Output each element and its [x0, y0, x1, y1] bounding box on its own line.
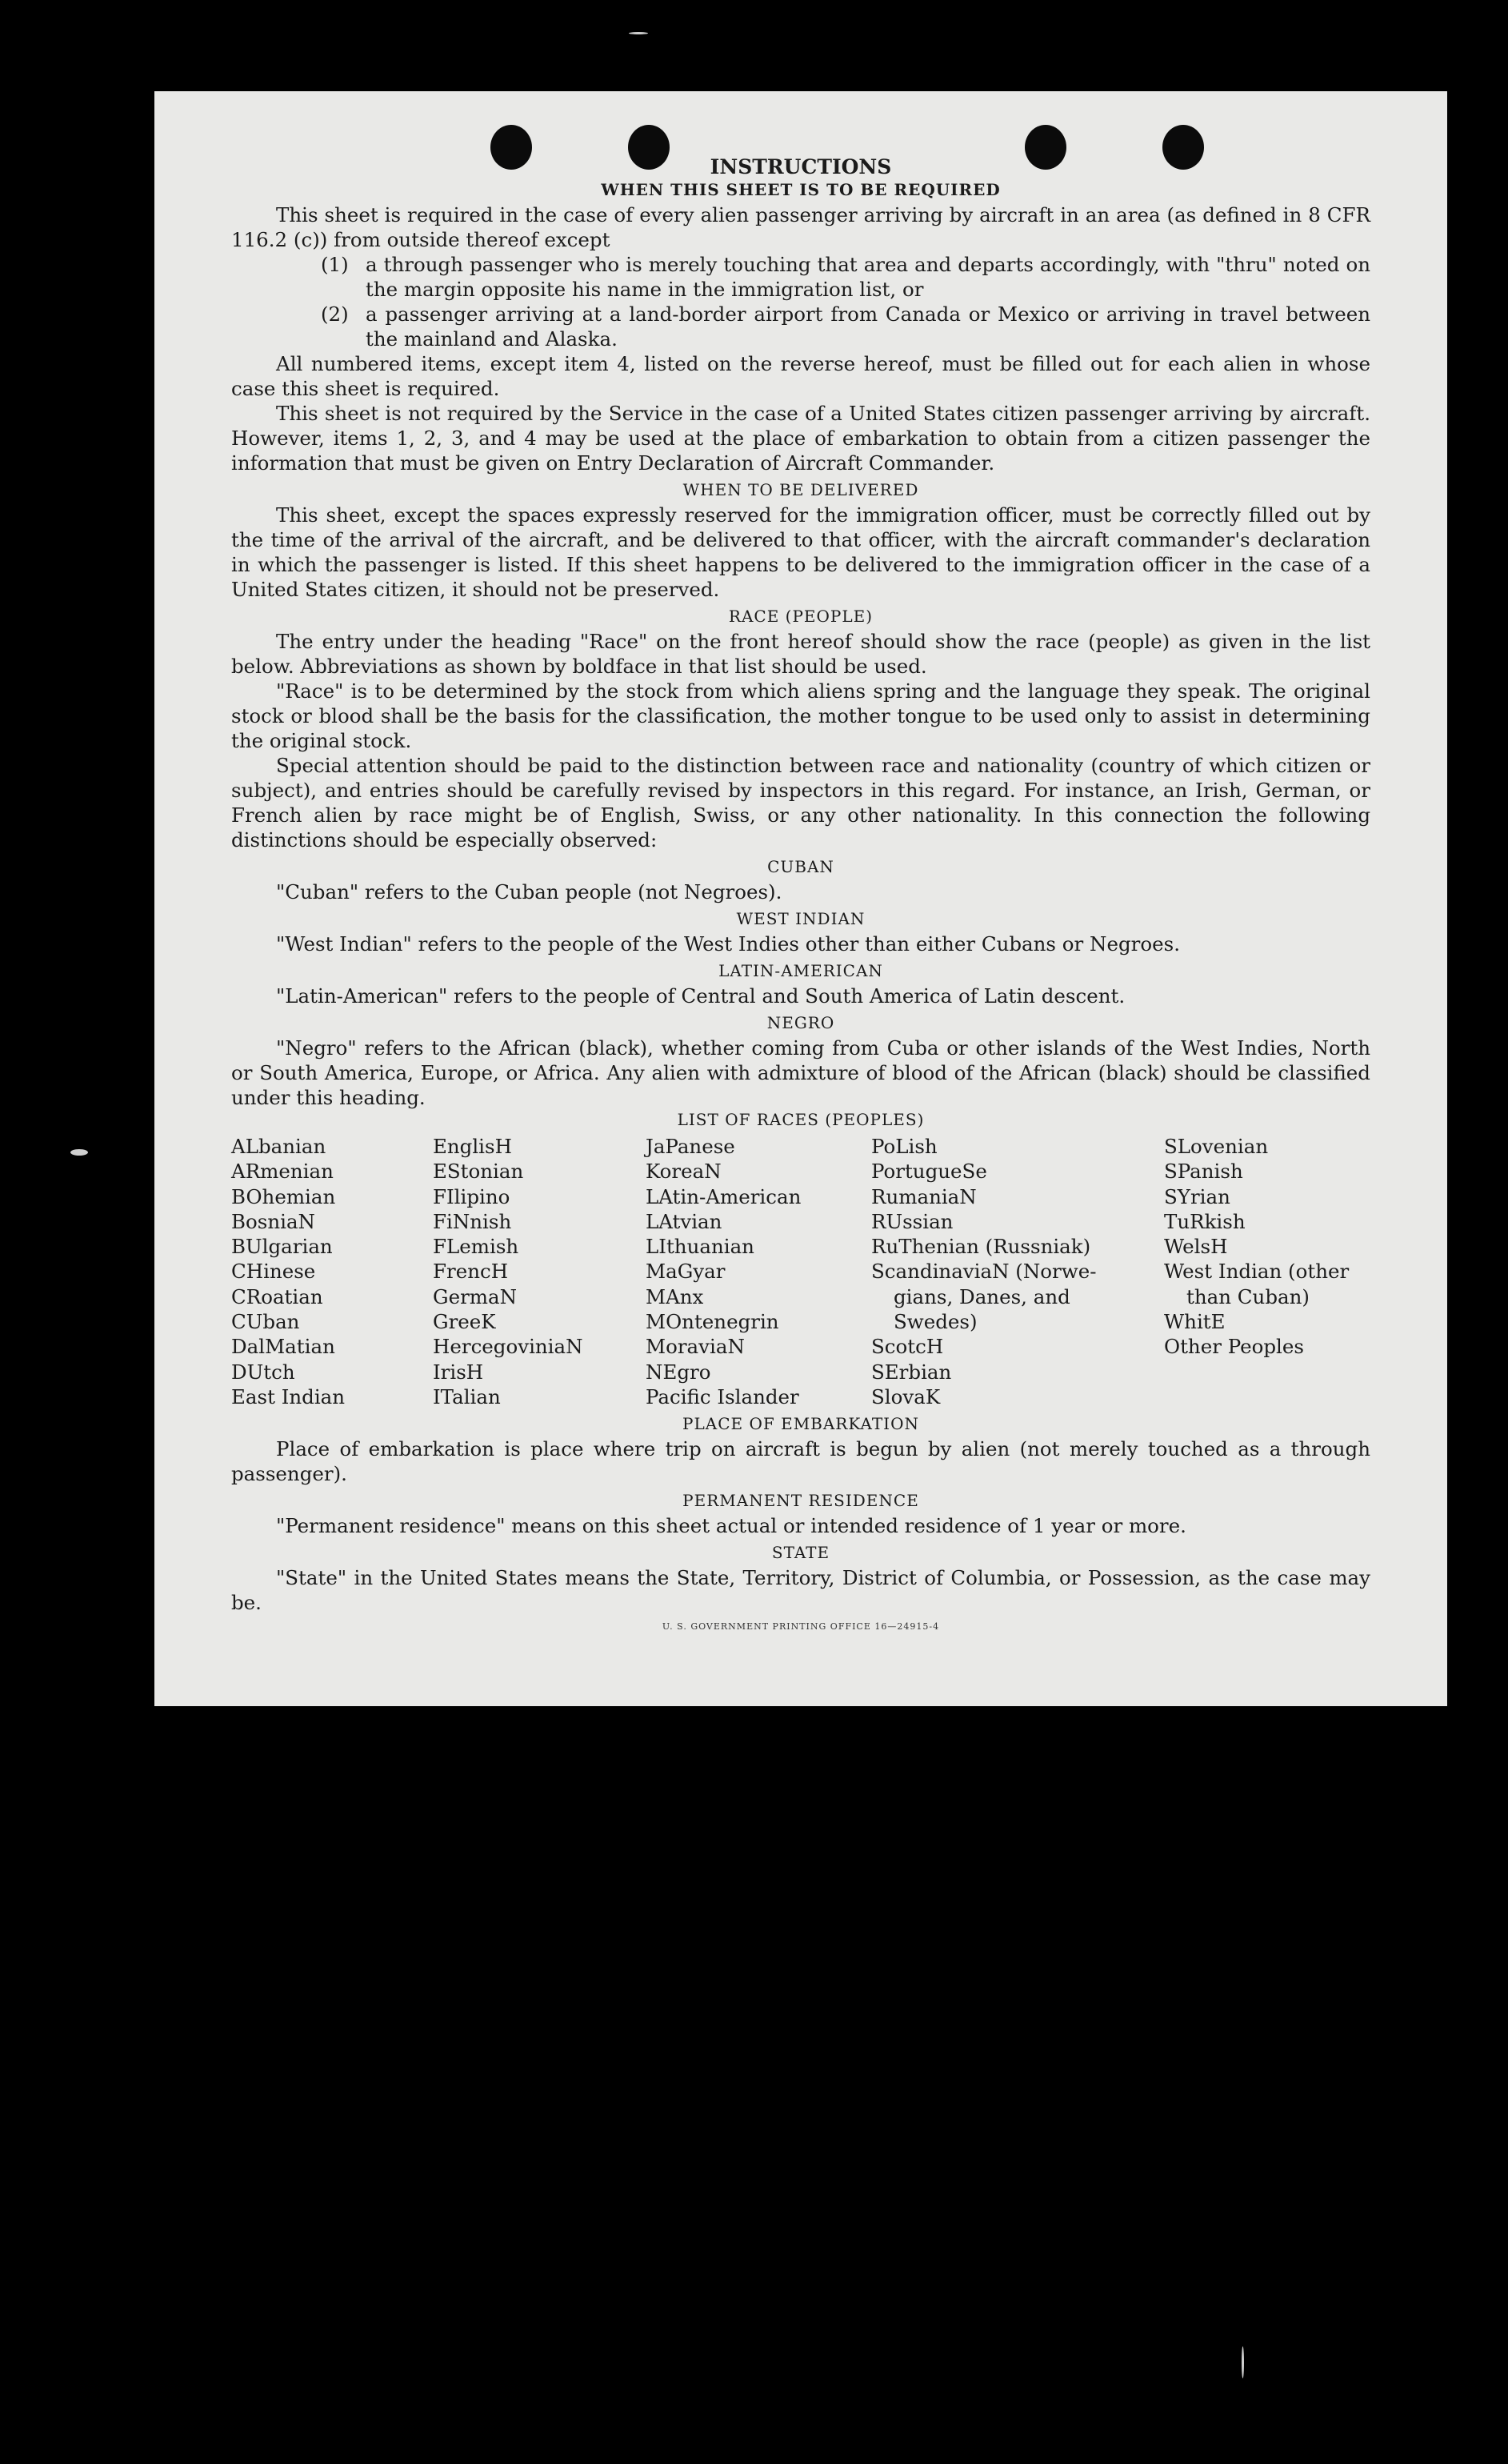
printing-office-imprint: U. S. GOVERNMENT PRINTING OFFICE 16—24915-4	[662, 1621, 940, 1633]
race-entry: GreeK	[433, 1310, 496, 1334]
race-entry: PoLish	[871, 1135, 938, 1158]
race-column	[231, 1134, 433, 1409]
race-entry: NEgro	[646, 1360, 711, 1384]
punch-hole	[628, 125, 670, 170]
race-entry: RuThenian (Russniak)	[871, 1235, 1091, 1259]
race-entry: BOhemian	[231, 1184, 336, 1208]
section-heading-negro: NEGRO	[766, 1013, 835, 1032]
item-text: a passenger arriving at a land-border airport from Canada or Mexico or arriving in travel between the mainland and Alaska.	[366, 302, 1370, 351]
delivered-paragraph: This sheet, except the spaces expressly reserved for the immigration officer, must be correctly filled out by the time of the arrival of the aircraft, and be delivered to that officer, with the aircraft commander's declaration in which the passenger is listed. If this sheet happens to be delivered to the immigration officer in the case of a United States citizen, it should not be preserved.	[231, 503, 1370, 601]
scan-speck	[1242, 2346, 1244, 2378]
race-entry: Other Peoples	[1164, 1335, 1304, 1359]
race-entry: West Indian (other	[1164, 1260, 1350, 1284]
citizen-paragraph: This sheet is not required by the Service in the case of a United States citizen passenger arriving by aircraft. However, items 1, 2, 3, and 4 may be used at the place of embarkation to obtain from a citizen passenger the information that must be given on Entry Declaration of Aircraft Commander.	[231, 402, 1370, 475]
race-entry: ITalian	[433, 1384, 501, 1408]
race-entry: HercegoviniaN	[433, 1335, 583, 1359]
race-paragraph-3: Special attention should be paid to the distinction between race and nationality (country of which citizen or subject), and entries should be carefully revised by inspectors in this regard. For instance, an Irish, German, or French alien by race might be of English, Swiss, or any other nationality. In this connection the following distinctions should be especially observed:	[231, 754, 1370, 851]
race-paragraph-2: "Race" is to be determined by the stock from which aliens spring and the language they speak. The original stock or blood shall be the basis for the classification, the mother tongue to be used only to assist in determining the original stock.	[231, 679, 1370, 752]
race-entry: MaGyar	[646, 1260, 726, 1284]
race-entry: MoraviaN	[646, 1335, 745, 1359]
exception-item	[231, 252, 1370, 302]
race-entry: ALbanian	[231, 1135, 326, 1158]
section-heading-west-indian: WEST INDIAN	[736, 909, 866, 928]
section-heading-cuban: CUBAN	[767, 857, 834, 876]
race-entry: KoreaN	[646, 1160, 722, 1184]
race-entry: WhitE	[1164, 1310, 1226, 1334]
numbered-items-paragraph: All numbered items, except item 4, listed on the reverse hereof, must be filled out for each alien in whose case this sheet is required.	[231, 352, 1370, 400]
section-heading-latin-american: LATIN-AMERICAN	[718, 961, 883, 980]
section-heading-delivered: WHEN TO BE DELIVERED	[682, 480, 919, 499]
scan-speck	[629, 32, 648, 34]
race-entry: MOntenegrin	[646, 1310, 779, 1334]
race-entry: SPanish	[1164, 1160, 1243, 1184]
race-entry: SYrian	[1164, 1184, 1230, 1208]
race-entry: CUban	[231, 1310, 300, 1334]
race-entry: FIlipino	[433, 1184, 510, 1208]
latin-american-definition: "Latin-American" refers to the people of Central and South America of Latin descent.	[276, 984, 1126, 1008]
race-entry: ARmenian	[231, 1160, 334, 1184]
race-column	[1164, 1134, 1370, 1409]
race-entry: LIthuanian	[646, 1235, 754, 1259]
race-entry: RumaniaN	[871, 1184, 977, 1208]
state-definition: "State" in the United States means the State, Territory, District of Columbia, or Possession, as the case may be.	[231, 1566, 1370, 1615]
section-heading-race: RACE (PEOPLE)	[728, 607, 874, 626]
race-entry: FLemish	[433, 1235, 519, 1259]
section-heading-embarkation: PLACE OF EMBARKATION	[682, 1414, 919, 1434]
section-heading-state: STATE	[771, 1543, 830, 1563]
race-list	[231, 1134, 1370, 1409]
item-number: (1)	[321, 253, 349, 276]
race-entry: MAnx	[646, 1284, 704, 1308]
race-entry: CHinese	[231, 1260, 316, 1284]
section-heading-residence: PERMANENT RESIDENCE	[682, 1491, 919, 1511]
race-entry: LAtin-American	[646, 1184, 802, 1208]
race-entry: RUssian	[871, 1209, 954, 1233]
race-entry: TuRkish	[1164, 1209, 1246, 1233]
race-entry: Pacific Islander	[646, 1384, 799, 1408]
race-entry: BUlgarian	[231, 1235, 333, 1259]
exception-item	[231, 302, 1370, 351]
race-entry: East Indian	[231, 1384, 346, 1408]
race-column	[646, 1134, 871, 1409]
negro-definition: "Negro" refers to the African (black), whether coming from Cuba or other islands of the West Indies, North or South America, Europe, or Africa. Any alien with admixture of blood of the African (black) should be classified under this heading.	[231, 1036, 1370, 1109]
race-entry: WelsH	[1164, 1235, 1228, 1259]
punch-hole	[490, 125, 532, 170]
residence-definition: "Permanent residence" means on this sheet actual or intended residence of 1 year or more.	[276, 1514, 1186, 1538]
cuban-definition: "Cuban" refers to the Cuban people (not Negroes).	[276, 880, 782, 903]
race-entry: CRoatian	[231, 1284, 323, 1308]
race-entry: DalMatian	[231, 1335, 335, 1359]
punch-hole	[1162, 125, 1204, 170]
item-text: a through passenger who is merely touching that area and departs accordingly, with "thru" noted on the margin opposite his name in the immigration list, or	[366, 253, 1370, 301]
race-entry-continuation: than Cuban)	[1186, 1284, 1310, 1308]
section-heading-race-list: LIST OF RACES (PEOPLES)	[677, 1110, 925, 1129]
race-column	[433, 1134, 646, 1409]
document-sheet	[154, 91, 1447, 1706]
race-column	[871, 1134, 1164, 1409]
race-entry: SErbian	[871, 1360, 952, 1384]
race-entry-continuation: Swedes)	[894, 1310, 978, 1334]
punch-hole	[1025, 125, 1066, 170]
race-entry: ScandinaviaN (Norwe-	[871, 1260, 1097, 1284]
race-entry: BosniaN	[231, 1209, 315, 1233]
race-entry: PortugueSe	[871, 1160, 987, 1184]
required-intro: This sheet is required in the case of every alien passenger arriving by aircraft in an area (as defined in 8 CFR 116.2 (c)) from outside thereof except	[231, 203, 1370, 251]
race-entry: ScotcH	[871, 1335, 944, 1359]
race-entry: EnglisH	[433, 1135, 512, 1158]
section-heading-required: WHEN THIS SHEET IS TO BE REQUIRED	[601, 180, 1001, 199]
race-entry: SLovenian	[1164, 1135, 1269, 1158]
item-number: (2)	[321, 302, 349, 326]
race-entry: JaPanese	[646, 1135, 735, 1158]
race-paragraph-1: The entry under the heading "Race" on the front hereof should show the race (people) as given in the list below. Abbreviations as shown by boldface in that list should be used.	[231, 630, 1370, 678]
embarkation-definition: Place of embarkation is place where trip on aircraft is begun by alien (not merely touched as a through passenger).	[231, 1437, 1370, 1486]
race-entry: IrisH	[433, 1360, 484, 1384]
document-title: INSTRUCTIONS	[710, 155, 892, 178]
race-entry: FiNnish	[433, 1209, 512, 1233]
race-entry: LAtvian	[646, 1209, 722, 1233]
race-entry-continuation: gians, Danes, and	[894, 1284, 1070, 1308]
scan-speck	[70, 1149, 88, 1156]
race-entry: EStonian	[433, 1160, 524, 1184]
race-entry: SlovaK	[871, 1384, 941, 1408]
race-entry: DUtch	[231, 1360, 295, 1384]
west-indian-definition: "West Indian" refers to the people of the West Indies other than either Cubans or Negroes.	[276, 932, 1180, 956]
race-entry: FrencH	[433, 1260, 509, 1284]
race-entry: GermaN	[433, 1284, 518, 1308]
